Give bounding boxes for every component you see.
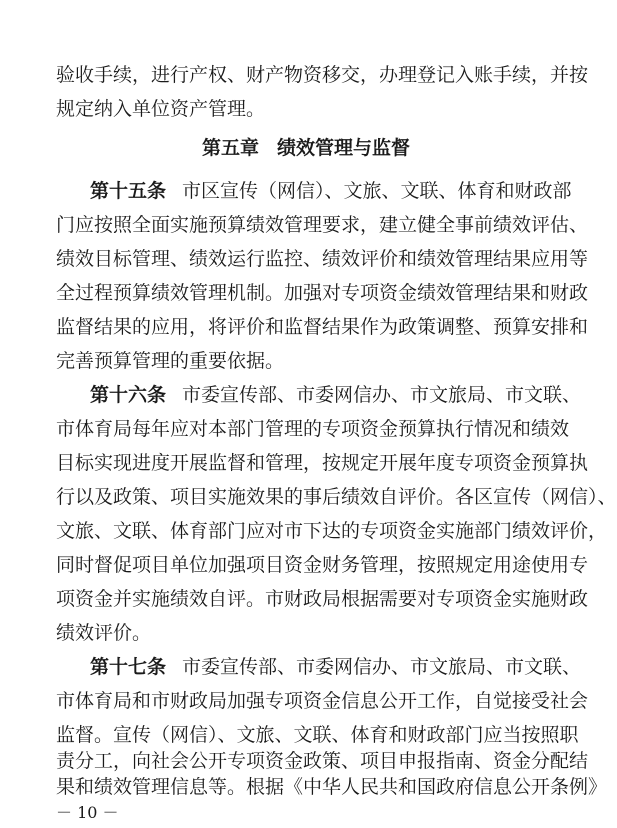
article-16-line-4: 文旅、文联、体育部门应对市下达的专项资金实施部门绩效评价， — [56, 520, 608, 542]
article-17-line-4: 果和绩效管理信息等。根据《中华人民共和国政府信息公开条例》 — [56, 776, 608, 798]
article-15-line-2: 绩效目标管理、绩效运行监控、绩效评价和绩效管理结果应用等 — [56, 248, 589, 270]
chapter-heading — [0, 135, 612, 161]
article-16-line-5: 同时督促项目单位加强项目资金财务管理，按照规定用途使用专 — [56, 554, 589, 576]
chapter-number: 第五章 — [201, 137, 259, 159]
article-17-line-2: 监督。宣传（网信）、文旅、文联、体育和财政部门应当按照职 — [56, 724, 579, 746]
article-17-line-3: 责分工，向社会公开专项资金政策、项目申报指南、资金分配结 — [56, 750, 589, 772]
article-16-line-7: 绩效评价。 — [56, 622, 152, 644]
article-17-line-1: 市体育局和市财政局加强专项资金信息公开工作，自觉接受社会 — [56, 690, 589, 712]
article-15-line-1: 门应按照全面实施预算绩效管理要求，建立健全事前绩效评估、 — [56, 214, 589, 236]
article-16-first-line — [90, 382, 582, 408]
page-number: － 10 － — [56, 803, 119, 822]
article-15-line-5: 完善预算管理的重要依据。 — [56, 350, 285, 372]
chapter-title: 绩效管理与监督 — [277, 137, 411, 159]
article-15-first-line — [90, 178, 572, 204]
article-16-line-6: 项资金并实施绩效自评。市财政局根据需要对专项资金实施财政 — [56, 588, 589, 610]
article-17-heading: 第十七条 — [90, 656, 167, 678]
article-16-line-3: 行以及政策、项目实施效果的事后绩效自评价。各区宣传（网信）、 — [56, 486, 617, 508]
article-16-line-0: 市委宣传部、市委网信办、市文旅局、市文联、 — [182, 384, 582, 406]
article-17-first-line — [90, 654, 582, 680]
article-16-line-1: 市体育局每年应对本部门管理的专项资金预算执行情况和绩效 — [56, 418, 570, 440]
article-15-line-4: 监督结果的应用，将评价和监督结果作为政策调整、预算安排和 — [56, 316, 589, 338]
intro-line-1: 验收手续，进行产权、财产物资移交，办理登记入账手续，并按 — [56, 64, 589, 86]
intro-line-2: 规定纳入单位资产管理。 — [56, 98, 266, 120]
article-17-line-0: 市委宣传部、市委网信办、市文旅局、市文联、 — [182, 656, 582, 678]
article-15-heading: 第十五条 — [90, 180, 167, 202]
article-16-line-2: 目标实现进度开展监督和管理，按规定开展年度专项资金预算执 — [56, 452, 589, 474]
article-15-line-0: 市区宣传（网信）、文旅、文联、体育和财政部 — [182, 180, 572, 202]
article-15-line-3: 全过程预算绩效管理机制。加强对专项资金绩效管理结果和财政 — [56, 282, 589, 304]
article-16-heading: 第十六条 — [90, 384, 167, 406]
